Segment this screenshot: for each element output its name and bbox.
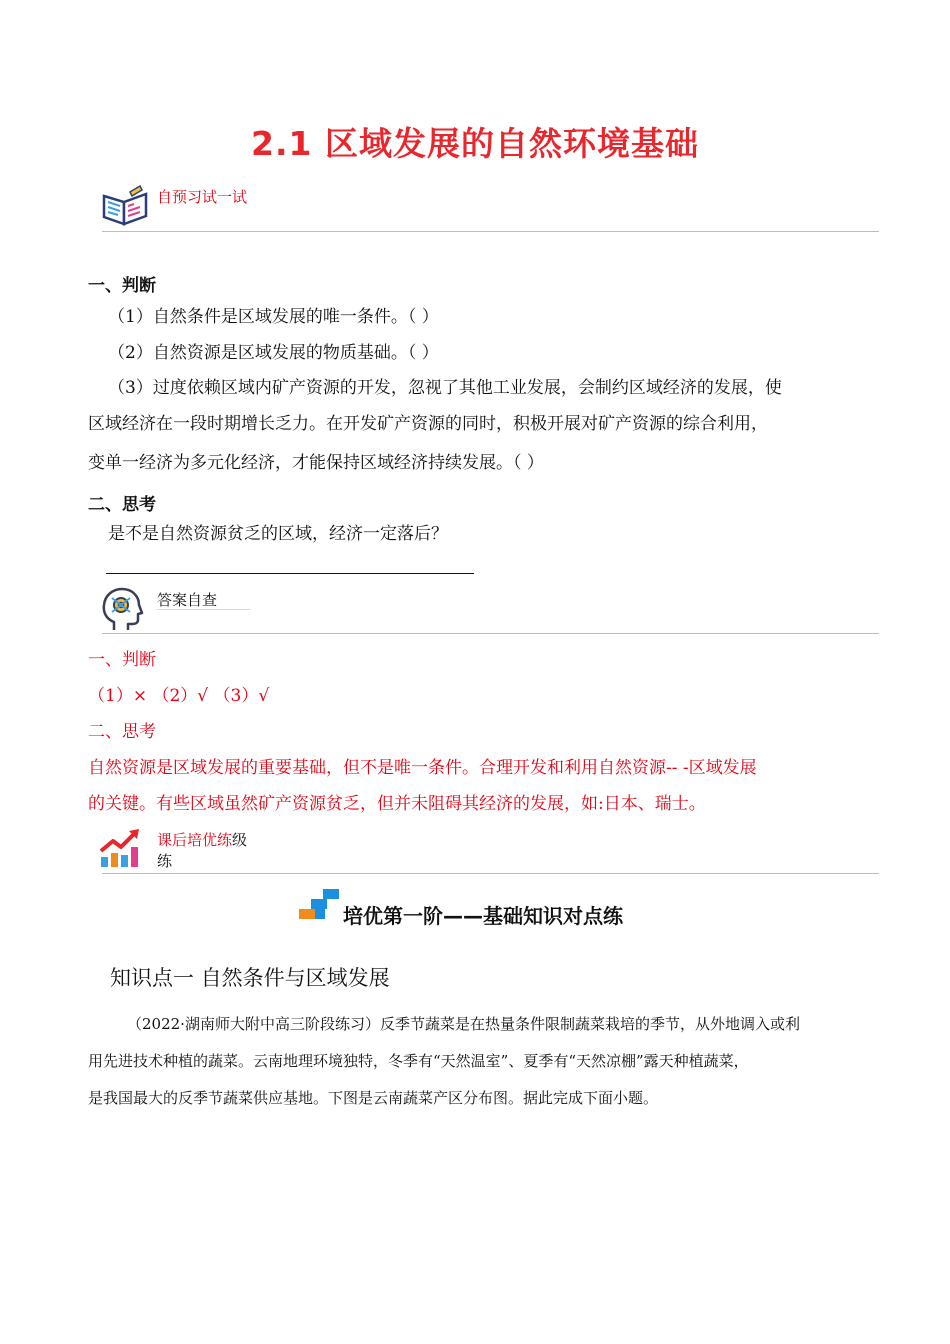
knowledge-paragraph-line-3: 是我国最大的反季节蔬菜供应基地。下图是云南蔬菜产区分布图。据此完成下面小题。 [88,1089,659,1107]
knowledge-paragraph-line-2: 用先进技术种植的蔬菜。云南地理环境独特，冬季有“天然温室”、夏季有“天然凉棚”露天种植蔬菜， [88,1052,749,1070]
answer-section-label: 答案自查 [157,591,218,609]
practice-section-label [157,829,267,871]
think-question: 是不是自然资源贫乏的区域，经济一定落后？ [108,524,448,544]
judge-item-3-line-3: 变单一经济为多元化经济，才能保持区域经济持续发展。（ ） [88,453,544,473]
practice-label-black-2: 练 [157,852,173,870]
divider [102,231,879,232]
judge-item-2: （2）自然资源是区域发展的物质基础。（ ） [108,343,439,363]
answer-think-line-2: 的关键。有些区域虽然矿产资源贫乏，但并未阻碍其经济的发展，如:日本、瑞士。 [88,794,706,814]
steps-icon [299,889,341,921]
knowledge-paragraph-line-1: （2022·湖南师大附中高三阶段练习）反季节蔬菜是在热量条件限制蔬菜栽培的季节，从外地调入或利 [127,1015,800,1033]
book-icon [100,184,150,228]
answer-judge-answers: （1）× （2）√ （3）√ [88,686,270,706]
label-underline [157,609,250,610]
judge-heading: 一、判断 [88,276,156,296]
judge-item-1: （1）自然条件是区域发展的唯一条件。（ ） [108,307,439,327]
head-gear-icon [100,586,144,632]
page-title: 2.1 区域发展的自然环境基础 [251,124,699,163]
practice-label-black-1: 级 [232,831,248,849]
chart-arrow-icon [99,825,143,869]
level-one-title: 培优第一阶——基础知识对点练 [343,904,623,928]
practice-label-red: 课后培优练 [157,831,233,849]
answer-think-line-1: 自然资源是区域发展的重要基础，但不是唯一条件。合理开发和利用自然资源-- -区域发展 [88,758,757,778]
judge-item-3-line-2: 区域经济在一段时期增长乏力。在开发矿产资源的同时，积极开展对矿产资源的综合利用， [88,414,768,434]
answer-think-heading: 二、思考 [88,722,156,742]
divider [102,873,879,874]
answer-judge-heading: 一、判断 [88,650,156,670]
divider [102,633,879,634]
answer-line [106,573,474,574]
judge-item-3-line-1: （3）过度依赖区域内矿产资源的开发，忽视了其他工业发展，会制约区域经济的发展，使 [108,378,782,398]
preview-section-label: 自预习试一试 [157,188,248,206]
knowledge-point-title: 知识点一 自然条件与区域发展 [110,966,390,990]
think-heading: 二、思考 [88,495,156,515]
